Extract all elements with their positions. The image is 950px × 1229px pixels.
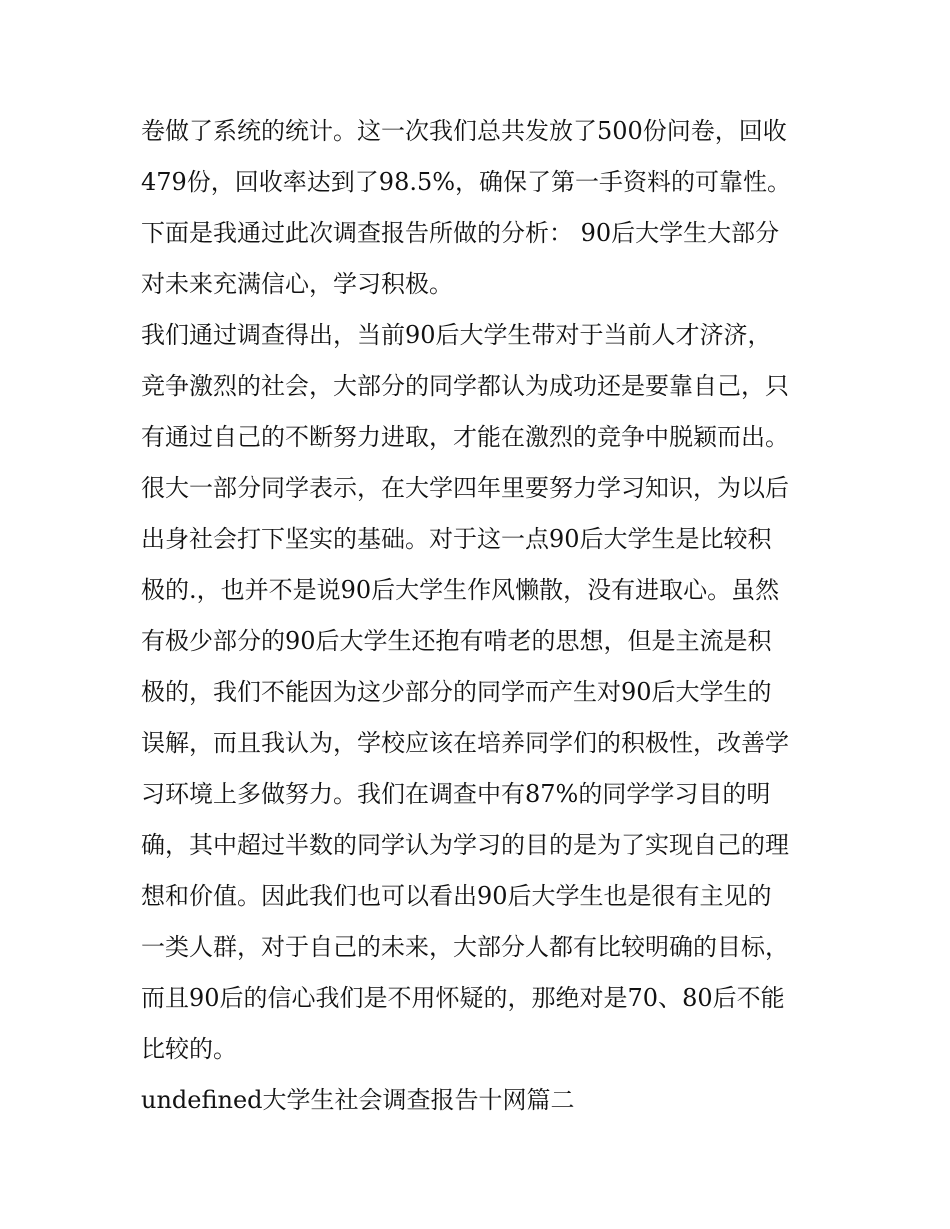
section-heading: undefined大学生社会调查报告十网篇二	[141, 1086, 575, 1114]
text-line: 确，其中超过半数的同学认为学习的目的是为了实现自己的理	[141, 831, 789, 859]
text-line: 下面是我通过此次调查报告所做的分析： 90后大学生大部分	[141, 219, 780, 247]
text-line: 误解，而且我认为，学校应该在培养同学们的积极性，改善学	[141, 729, 789, 757]
text-line: 极的，我们不能因为这少部分的同学而产生对90后大学生的	[141, 678, 772, 706]
text-line: 有极少部分的90后大学生还抱有啃老的思想，但是主流是积	[141, 627, 772, 655]
text-line: 竞争激烈的社会，大部分的同学都认为成功还是要靠自己，只	[141, 372, 789, 400]
text-line: 我们通过调查得出，当前90后大学生带对于当前人才济济，	[141, 321, 772, 349]
text-line: 很大一部分同学表示，在大学四年里要努力学习知识，为以后	[141, 474, 789, 502]
text-line: 一类人群，对于自己的未来，大部分人都有比较明确的目标，	[141, 933, 789, 961]
text-line: 习环境上多做努力。我们在调查中有87%的同学学习目的明	[141, 780, 771, 808]
text-line: 而且90后的信心我们是不用怀疑的，那绝对是70、80后不能	[141, 984, 785, 1012]
body-text	[141, 106, 821, 1126]
text-line: 出身社会打下坚实的基础。对于这一点90后大学生是比较积	[141, 525, 772, 553]
text-line: 479份，回收率达到了98.5%，确保了第一手资料的可靠性。	[141, 168, 792, 196]
text-line: 对未来充满信心，学习积极。	[141, 270, 453, 298]
text-line: 极的.，也并不是说90后大学生作风懒散，没有进取心。虽然	[141, 576, 780, 604]
text-line: 比较的。	[141, 1035, 237, 1063]
text-line: 卷做了系统的统计。这一次我们总共发放了500份问卷，回收	[141, 117, 787, 145]
text-line: 想和价值。因此我们也可以看出90后大学生也是很有主见的	[141, 882, 772, 910]
text-line: 有通过自己的不断努力进取，才能在激烈的竞争中脱颖而出。	[141, 423, 789, 451]
